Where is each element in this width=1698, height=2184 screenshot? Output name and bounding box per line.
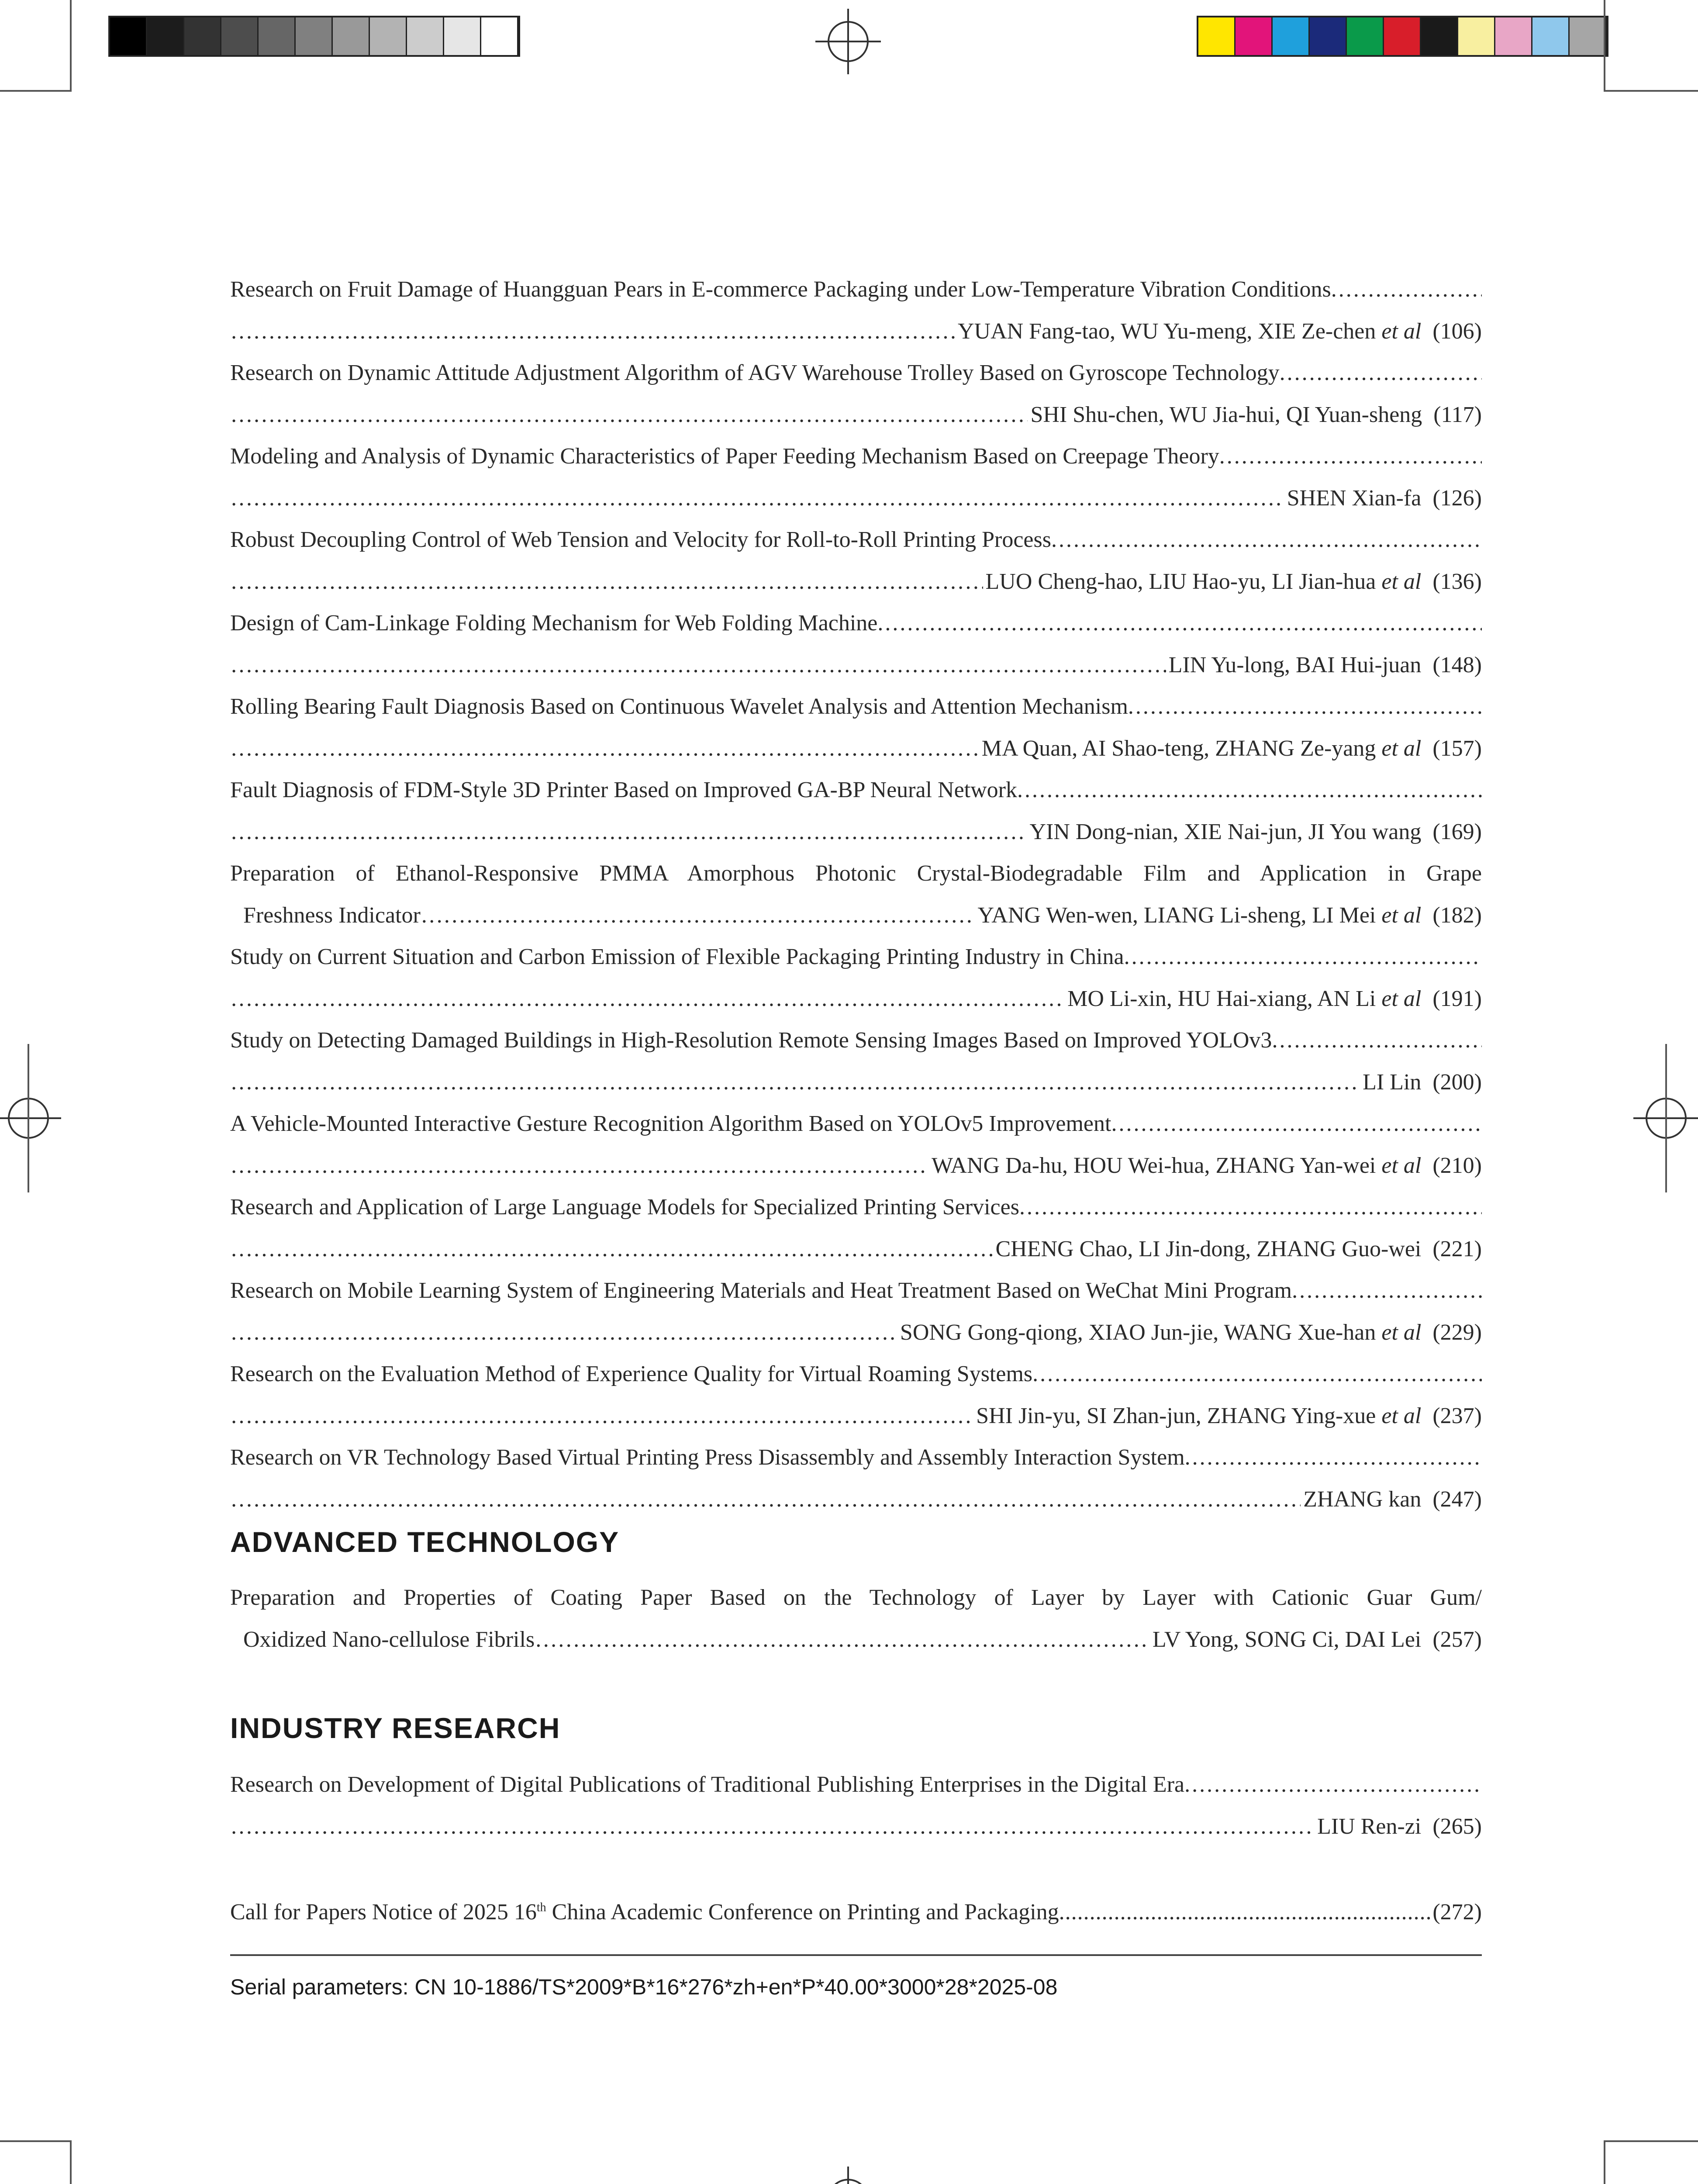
registration-mark-icon [815, 9, 881, 74]
dot-leader [1111, 1103, 1482, 1145]
dot-leader [1051, 519, 1482, 561]
crop-mark [70, 0, 72, 92]
dot-leader [230, 477, 1284, 519]
entry-page: (237) [1432, 1403, 1482, 1428]
section-heading-industry-research: INDUSTRY RESEARCH [230, 1712, 561, 1744]
color-swatch [1310, 17, 1347, 55]
toc-entry [230, 1764, 1482, 1847]
entry-page: (272) [1432, 1900, 1482, 1925]
color-swatch [147, 17, 184, 55]
dot-leader [230, 1061, 1360, 1103]
toc-entry [230, 1437, 1482, 1520]
dot-leader [230, 1479, 1301, 1521]
entry-page: (117) [1433, 402, 1482, 427]
dot-leader [230, 1145, 929, 1187]
entry-title: Research on Dynamic Attitude Adjustment Algorithm of AGV Warehouse Trolley Based on Gyroscope Technology [230, 360, 1280, 385]
entry-authors: YANG Wen-wen, LIANG Li-sheng, LI Mei et al [977, 902, 1422, 928]
color-swatch [221, 17, 259, 55]
color-swatch [1495, 17, 1532, 55]
toc-entry [230, 602, 1482, 686]
entry-authors: YIN Dong-nian, XIE Nai-jun, JI You wang [1029, 819, 1422, 844]
entry-page: (247) [1432, 1486, 1482, 1512]
crop-mark [0, 90, 72, 92]
et-al: et al [1381, 1153, 1422, 1178]
section-heading-advanced-technology: ADVANCED TECHNOLOGY [230, 1526, 620, 1558]
dot-leader [877, 602, 1482, 644]
entry-title: Modeling and Analysis of Dynamic Characteristics of Paper Feeding Mechanism Based on Creepage Theory [230, 444, 1219, 469]
toc-entry [230, 1019, 1482, 1103]
crop-mark [0, 2140, 72, 2142]
toc-entry [230, 352, 1482, 435]
color-swatch [1384, 17, 1421, 55]
entry-page: (169) [1432, 819, 1482, 844]
toc-entry [230, 1270, 1482, 1353]
dot-leader [535, 1619, 1150, 1661]
entry-title: Research on Fruit Damage of Huangguan Pears in E-commerce Packaging under Low-Temperature Vibration Conditions [230, 277, 1331, 302]
table-of-contents [230, 269, 1482, 1520]
entry-page: (221) [1432, 1236, 1482, 1261]
color-swatch [1347, 17, 1384, 55]
dot-leader [230, 1806, 1315, 1848]
entry-page: (191) [1432, 986, 1482, 1011]
dot-leader [230, 1395, 973, 1437]
color-swatch [444, 17, 481, 55]
entry-title: Research and Application of Large Language Models for Specialized Printing Services [230, 1195, 1019, 1220]
serial-parameters: Serial parameters: CN 10-1886/TS*2009*B*16*276*zh+en*P*40.00*3000*28*2025-08 [230, 1975, 1058, 1999]
entry-page: (200) [1432, 1069, 1482, 1095]
entry-title: A Vehicle-Mounted Interactive Gesture Recognition Algorithm Based on YOLOv5 Improvement [230, 1111, 1111, 1136]
toc-entry [230, 1353, 1482, 1437]
dot-leader [230, 728, 979, 770]
entry-page: (126) [1432, 485, 1482, 511]
color-swatch [370, 17, 407, 55]
color-swatch [1236, 17, 1273, 55]
entry-authors: LUO Cheng-hao, LIU Hao-yu, LI Jian-hua et al [985, 569, 1422, 594]
entry-authors: LI Lin [1363, 1069, 1422, 1095]
color-swatch [1421, 17, 1458, 55]
crop-mark [1604, 2140, 1605, 2184]
dot-leader [230, 561, 983, 603]
entry-authors: WANG Da-hu, HOU Wei-hua, ZHANG Yan-wei et al [932, 1153, 1422, 1178]
et-al: et al [1381, 569, 1422, 594]
toc-entry [230, 435, 1482, 519]
dot-leader [1059, 1899, 1433, 1925]
toc-entry [230, 519, 1482, 602]
toc-entry [230, 1577, 1482, 1660]
dot-leader [1032, 1353, 1482, 1395]
entry-title: Design of Cam-Linkage Folding Mechanism for Web Folding Machine [230, 611, 878, 636]
entry-authors: SHI Shu-chen, WU Jia-hui, QI Yuan-sheng [1030, 402, 1422, 427]
entry-page: (257) [1432, 1627, 1482, 1652]
dot-leader [1019, 1186, 1482, 1228]
et-al: et al [1381, 1403, 1422, 1428]
color-swatch [1273, 17, 1310, 55]
toc-entry [230, 936, 1482, 1019]
color-swatch [1570, 17, 1607, 55]
registration-mark-icon [815, 2167, 881, 2184]
toc-entry [230, 853, 1482, 936]
et-al: et al [1381, 1320, 1422, 1345]
toc-entry [230, 686, 1482, 769]
entry-authors: LIU Ren-zi [1317, 1814, 1422, 1839]
entry-page: (148) [1432, 652, 1482, 677]
registration-mark-icon [0, 1085, 61, 1151]
entry-page: (136) [1432, 569, 1482, 594]
color-swatch [333, 17, 370, 55]
entry-page: (157) [1432, 736, 1482, 761]
entry-authors: SONG Gong-qiong, XIAO Jun-jie, WANG Xue-han et al [900, 1320, 1422, 1345]
dot-leader [1128, 686, 1482, 728]
registration-stem [1665, 1044, 1667, 1192]
entry-title: Robust Decoupling Control of Web Tension and Velocity for Roll-to-Roll Printing Process [230, 527, 1051, 552]
et-al: et al [1381, 902, 1422, 928]
et-al: et al [1381, 318, 1422, 344]
entry-title: Preparation of Ethanol-Responsive PMMA Amorphous Photonic Crystal-Biodegradable Film and Application in Grape [230, 861, 1482, 886]
entry-title: Research on Development of Digital Publications of Traditional Publishing Enterprises in the Digital Era [230, 1772, 1185, 1797]
entry-authors: LV Yong, SONG Ci, DAI Lei [1152, 1627, 1422, 1652]
entry-authors: SHI Jin-yu, SI Zhan-jun, ZHANG Ying-xue et al [976, 1403, 1422, 1428]
dot-leader [230, 644, 1166, 686]
dot-leader [230, 394, 1028, 436]
dot-leader [1272, 1019, 1482, 1061]
color-calibration-bar [1197, 16, 1608, 57]
entry-title: Study on Detecting Damaged Buildings in High-Resolution Remote Sensing Images Based on Improved YOLOv3 [230, 1028, 1272, 1053]
dot-leader [1280, 352, 1482, 394]
entry-authors: LIN Yu-long, BAI Hui-juan [1168, 652, 1422, 677]
dot-leader [230, 311, 955, 352]
entry-page: (265) [1432, 1814, 1482, 1839]
color-swatch [296, 17, 333, 55]
dot-leader [421, 895, 975, 936]
dot-leader [1124, 936, 1482, 978]
call-for-papers-entry [230, 1899, 1482, 1925]
crop-mark [1604, 0, 1605, 92]
entry-authors: YUAN Fang-tao, WU Yu-meng, XIE Ze-chen et al [957, 318, 1422, 344]
color-swatch [1532, 17, 1570, 55]
entry-authors: SHEN Xian-fa [1287, 485, 1422, 511]
toc-entry [230, 269, 1482, 352]
registration-stem [28, 1044, 29, 1192]
entry-title: Research on VR Technology Based Virtual Printing Press Disassembly and Assembly Interaction System [230, 1445, 1185, 1470]
entry-authors: ZHANG kan [1303, 1486, 1422, 1512]
dot-leader [230, 1228, 993, 1270]
entry-title-continued: Freshness Indicator [243, 902, 421, 928]
color-swatch [1198, 17, 1236, 55]
call-for-papers-title: Call for Papers Notice of 2025 16th China Academic Conference on Printing and Packaging [230, 1900, 1059, 1925]
dot-leader [1331, 269, 1482, 311]
entry-title: Research on Mobile Learning System of Engineering Materials and Heat Treatment Based on WeChat Mini Program [230, 1278, 1292, 1303]
dot-leader [230, 1312, 897, 1354]
entry-page: (106) [1432, 318, 1482, 344]
toc-entry [230, 1186, 1482, 1270]
toc-entry [230, 1103, 1482, 1186]
entry-authors: CHENG Chao, LI Jin-dong, ZHANG Guo-wei [995, 1236, 1422, 1261]
dot-leader [230, 978, 1065, 1020]
et-al: et al [1381, 736, 1422, 761]
dot-leader [230, 811, 1027, 853]
entry-authors: MA Quan, AI Shao-teng, ZHANG Ze-yang et al [981, 736, 1422, 761]
crop-mark [1604, 2140, 1698, 2142]
entry-title: Study on Current Situation and Carbon Emission of Flexible Packaging Printing Industry in China [230, 944, 1124, 969]
entry-page: (229) [1432, 1320, 1482, 1345]
et-al: et al [1381, 986, 1422, 1011]
entry-page: (182) [1432, 902, 1482, 928]
dot-leader [1219, 435, 1482, 477]
entry-title: Fault Diagnosis of FDM-Style 3D Printer Based on Improved GA-BP Neural Network [230, 778, 1017, 802]
color-swatch [407, 17, 444, 55]
color-swatch [1458, 17, 1495, 55]
entry-page: (210) [1432, 1153, 1482, 1178]
entry-title: Research on the Evaluation Method of Experience Quality for Virtual Roaming Systems [230, 1362, 1033, 1386]
entry-title: Rolling Bearing Fault Diagnosis Based on Continuous Wavelet Analysis and Attention Mechanism [230, 694, 1128, 719]
grayscale-calibration-bar [108, 16, 520, 57]
dot-leader [1017, 769, 1482, 811]
toc-entry [230, 769, 1482, 853]
entry-title: Preparation and Properties of Coating Paper Based on the Technology of Layer by Layer with Cationic Guar Gum/ [230, 1585, 1482, 1610]
dot-leader [1184, 1764, 1482, 1806]
entry-title-continued: Oxidized Nano-cellulose Fibrils [243, 1627, 535, 1652]
color-swatch [110, 17, 147, 55]
crop-mark [70, 2140, 72, 2184]
color-swatch [481, 17, 518, 55]
entry-authors: MO Li-xin, HU Hai-xiang, AN Li et al [1067, 986, 1422, 1011]
color-swatch [184, 17, 221, 55]
dot-leader [1292, 1270, 1482, 1312]
crop-mark [1604, 90, 1698, 92]
color-swatch [259, 17, 296, 55]
divider-rule [230, 1954, 1482, 1956]
dot-leader [1185, 1437, 1482, 1479]
